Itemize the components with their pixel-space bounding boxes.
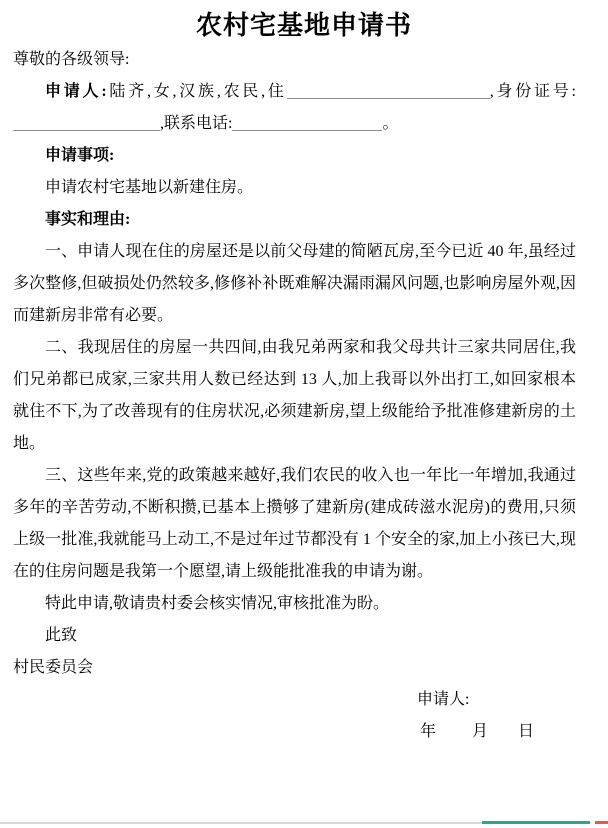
applicant-label: 申请人: (45, 83, 107, 100)
reason-paragraph-3: 三、这些年来,党的政策越来越好,我们农民的收入也一年比一年增加,我通过多年的辛苦劳动,不断积攒,已基本上攒够了建新房(建成砖滋水泥房)的费用,只须上级一批准,我就能马上动工,不是过年过节都没有 1 个安全的家,加上小孩已大,现在的住房问题是我第一个愿望,请上级能批准我的申请为谢。 (13, 467, 576, 580)
bottom-edge-red-segment (595, 821, 608, 824)
matter-body: 申请农村宅基地以新建住房。 (45, 179, 254, 196)
bottom-edge-teal-segment (482, 821, 590, 824)
applicant-paragraph (13, 76, 576, 140)
greeting-line: 尊敬的各级领导: (13, 51, 130, 68)
date-month-label: 月 (472, 723, 489, 740)
matter-heading: 申请事项: (45, 147, 115, 164)
facts-heading: 事实和理由: (45, 211, 131, 228)
document-title: 农村宅基地申请书 (195, 11, 412, 40)
applicant-info: 陆齐,女,汉族,农民,住 (106, 83, 287, 100)
reason-paragraph-2: 二、我现居住的房屋一共四间,由我兄弟两家和我父母共计三家共同居住,我们兄弟都已成家,三家共用人数已经达到 13 人,加上我哥以外出打工,如回家根本就住不下,为了改善现有的住房状况,必须建新房,望上级能给予批准修建新房的土地。 (13, 339, 576, 452)
date-day-label: 日 (518, 723, 535, 740)
id-number-label: ,身份证号: (489, 83, 576, 100)
closing-line: 此致 (45, 627, 78, 644)
phone-label: ,联系电话: (160, 115, 233, 132)
signature-label: 申请人: (417, 691, 470, 708)
date-year-label: 年 (420, 723, 437, 740)
document-body (13, 44, 576, 748)
address-blank-field[interactable] (287, 84, 490, 99)
id-number-blank-field[interactable] (13, 116, 160, 131)
request-paragraph: 特此申请,敬请贵村委会核实情况,审核批准为盼。 (45, 595, 390, 612)
bottom-edge-gray-rule (0, 822, 482, 824)
addressee-line: 村民委员会 (13, 659, 94, 676)
phone-blank-field[interactable] (232, 116, 382, 131)
date-line (13, 716, 576, 748)
applicant-sentence-end: 。 (382, 115, 399, 132)
reason-paragraph-1: 一、申请人现在住的房屋还是以前父母建的简陋瓦房,至今已近 40 年,虽经过多次整修,但破损处仍然较多,修修补补既难解决漏雨漏风问题,也影响房屋外观,因而建新房非常有必要。 (13, 243, 576, 324)
